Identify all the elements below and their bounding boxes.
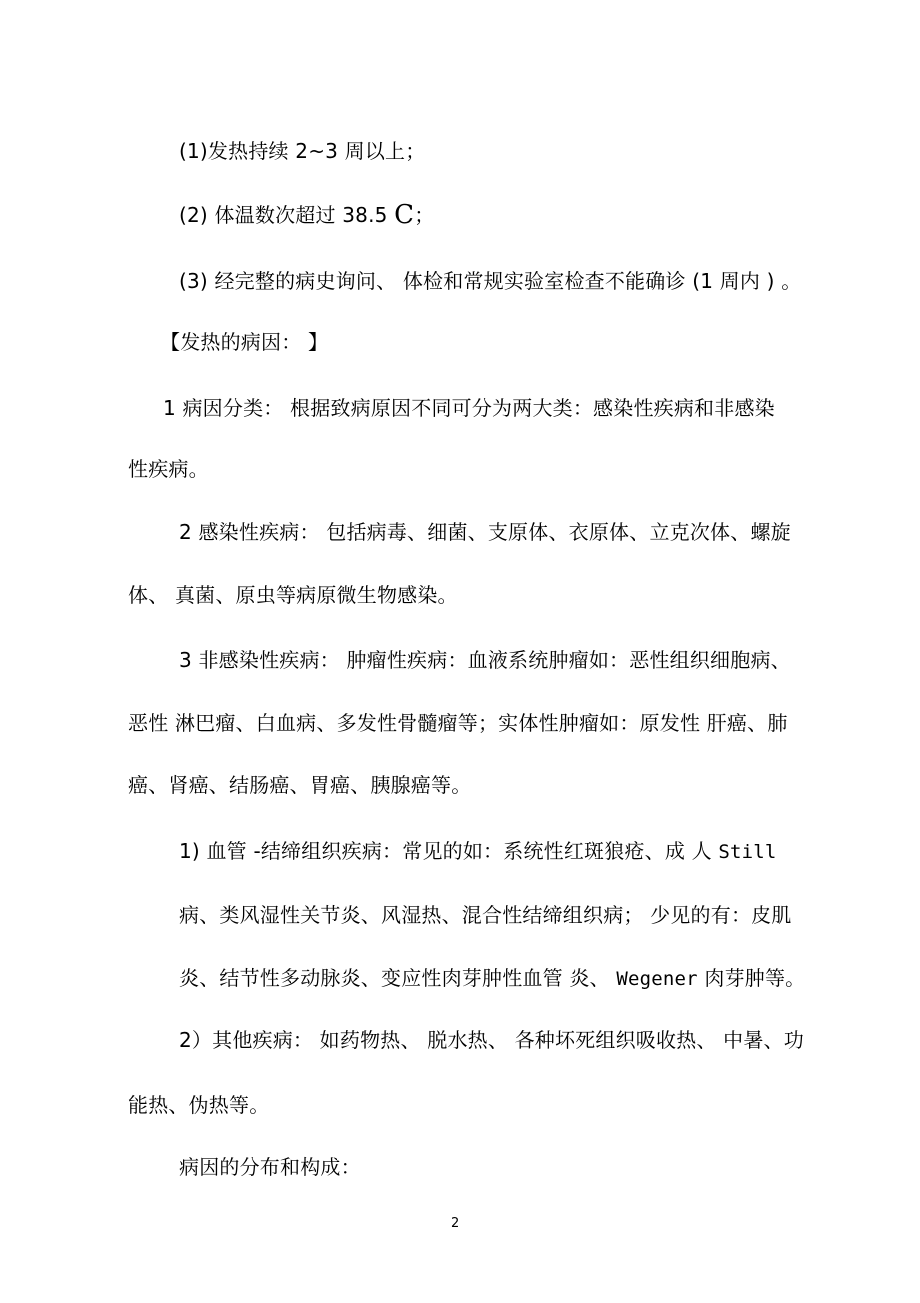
wegener-term: Wegener [616,968,698,990]
item-1-line-3-text: 炎、结节性多动脉炎、变应性肉芽肿性血管 炎、 [179,966,617,990]
item-1-text: 1) 血管 -结缔组织疾病：常见的如：系统性红斑狼疮、成 人 [179,839,719,863]
criterion-1: (1)发热持续 2~3 周以上； [179,139,426,163]
criterion-3: (3) 经完整的病史询问、 体检和常规实验室检查不能确诊 (1 周内 ) 。 [179,269,802,293]
still-term: Still [718,841,777,863]
item-2-line-1: 2）其他疾病： 如药物热、 脱水热、 各种坏死组织吸收热、 中暑、功 [179,1028,804,1052]
paragraph-3-line-2: 恶性 淋巴瘤、白血病、多发性骨髓瘤等；实体性肿瘤如：原发性 肝癌、肺 [128,711,788,735]
paragraph-2-line-1: 2 感染性疾病： 包括病毒、细菌、支原体、衣原体、立克次体、螺旋 [179,520,791,544]
paragraph-2-line-2: 体、 真菌、原虫等病原微生物感染。 [128,583,458,607]
celsius-symbol: C [394,200,415,230]
item-1-line-3 [179,966,805,991]
criterion-2-text: (2) 体温数次超过 38.5 [179,203,395,227]
criterion-2-end: ； [414,203,435,227]
paragraph-1-line-1: 1 病因分类： 根据致病原因不同可分为两大类：感染性疾病和非感染 [163,396,775,420]
criterion-2 [179,200,435,230]
paragraph-1-line-2: 性疾病。 [128,457,209,481]
paragraph-3-line-3: 癌、肾癌、结肠癌、胃癌、胰腺癌等。 [128,773,472,797]
section-heading: 【发热的病因： 】 [160,330,329,354]
distribution-heading: 病因的分布和构成： [179,1155,361,1179]
item-2-line-2: 能热、伪热等。 [128,1093,270,1117]
paragraph-3-line-1: 3 非感染性疾病： 肿瘤性疾病：血液系统肿瘤如：恶性组织细胞病、 [179,648,791,672]
item-1-line-1 [179,839,777,864]
item-1-line-3-end: 肉芽肿等。 [697,966,806,990]
item-1-line-2: 病、类风湿性关节炎、风湿热、混合性结缔组织病； 少见的有：皮肌 [179,903,792,927]
page-number: 2 [451,1216,460,1231]
